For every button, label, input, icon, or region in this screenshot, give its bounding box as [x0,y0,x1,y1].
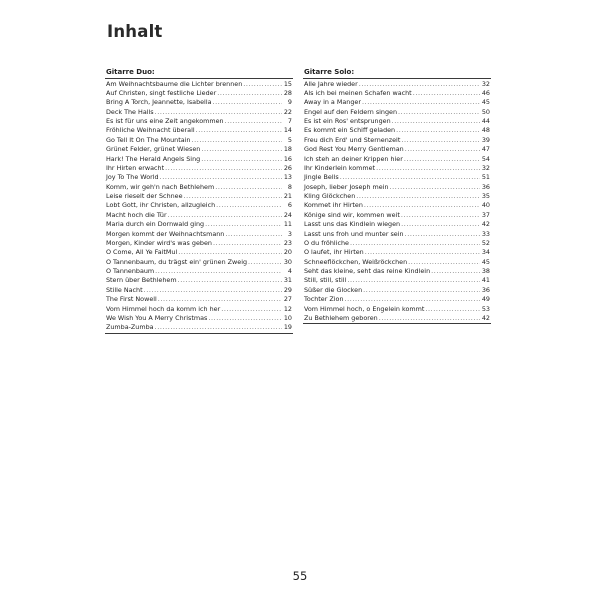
toc-entry-page: 8 [287,182,292,191]
toc-entry-title: Vom Himmel hoch, o Engelein kommt [304,304,425,313]
page-title: Inhalt [107,22,163,41]
toc-entry[interactable] [105,230,293,239]
toc-entry[interactable] [105,314,293,323]
toc-entry-title: Ihr Kinderlein kommet [304,163,376,172]
toc-entry[interactable] [303,230,491,239]
toc-entry[interactable] [105,136,293,145]
toc-entry[interactable] [303,201,491,210]
toc-entry-page: 33 [481,229,490,238]
dot-leader [178,276,282,285]
dot-leader [345,295,481,304]
toc-entry[interactable] [105,267,293,276]
toc-entry-page: 12 [283,304,292,313]
dot-leader [340,173,480,182]
dot-leader [401,220,480,229]
dot-leader [178,248,282,257]
toc-entry-page: 24 [283,210,292,219]
toc-entry-title: Tochter Zion [304,295,344,304]
toc-entry-page: 36 [481,285,490,294]
toc-entry-page: 20 [283,248,292,257]
toc-entry[interactable] [303,220,491,229]
dot-leader [168,211,282,220]
toc-entry[interactable] [303,295,491,304]
toc-entry-page: 32 [481,79,490,88]
toc-entry-title: We Wish You A Merry Christmas [106,313,208,322]
toc-entry[interactable] [105,248,293,257]
toc-entry-page: 30 [283,257,292,266]
toc-entry[interactable] [303,305,491,314]
toc-entry-title: Zu Bethlehem geboren [304,313,378,322]
toc-entry-title: Kommet ihr Hirten [304,201,363,210]
toc-entry-title: Alle Jahre wieder [304,79,358,88]
toc-entry-page: 29 [283,285,292,294]
toc-entry-title: Auf Christen, singt festliche Lieder [106,88,217,97]
toc-entry-title: Jingle Bells [304,173,339,182]
toc-entry-page: 15 [283,79,292,88]
toc-entry-page: 21 [283,192,292,200]
toc-entry[interactable] [303,89,491,98]
toc-entry[interactable] [303,211,491,220]
toc-entry-page: 48 [481,126,490,135]
toc-entry-page: 6 [287,201,292,210]
toc-entry-title: Lasst uns froh und munter sein [304,229,404,238]
toc-entry-page: 45 [481,98,490,107]
toc-entry-title: Schneeflöckchen, Weißröckchen [304,257,408,266]
toc-entry-title: Lasst uns das Kindlein wiegen [304,220,401,229]
toc-entry-title: Vom Himmel hoch da komm ich her [106,304,221,313]
toc-entry[interactable] [303,80,491,89]
toc-entry[interactable] [303,136,491,145]
dot-leader [405,145,480,154]
toc-entry-title: Es ist ein Ros' entsprungen [304,117,391,125]
dot-leader [405,230,480,239]
dot-leader [390,183,480,192]
dot-leader [392,117,480,126]
toc-list [303,80,491,325]
toc-entry-page: 34 [481,248,490,257]
dot-leader [243,80,282,89]
toc-entry-title: Freu dich Erd' und Sternenzelt [304,135,401,144]
dot-leader [225,230,282,239]
toc-entry[interactable] [303,98,491,107]
dot-leader [215,183,282,192]
toc-entry-title: Joseph, lieber Joseph mein [304,182,389,191]
toc-entry-page: 39 [481,135,490,144]
toc-entry-page: 41 [481,276,490,285]
toc-entry-title: Lobt Gott, ihr Christen, allzugleich [106,201,216,210]
toc-entry-page: 46 [481,88,490,97]
toc-entry-title: Es kommt ein Schiff geladen [304,126,396,135]
toc-entry[interactable] [105,276,293,285]
toc-entry[interactable] [105,126,293,135]
toc-entry-title: Als ich bei meinen Schafen wacht [304,88,412,97]
toc-entry-title: Joy To The World [106,173,159,182]
toc-entry[interactable] [303,117,491,126]
toc-entry-page: 13 [283,173,292,182]
gitarre-solo-column [303,68,491,324]
toc-entry[interactable] [105,239,293,248]
dot-leader [225,117,282,126]
dot-leader [404,155,480,164]
toc-entry-page: 53 [481,304,490,313]
toc-entry-page: 16 [283,154,292,163]
dot-leader [155,323,282,332]
toc-entry-title: Kling Glöckchen [304,192,356,200]
toc-entry[interactable] [105,98,293,107]
dot-leader [376,164,480,173]
toc-entry-title: Ich steh an deiner Krippen hier [304,154,403,163]
dot-leader [191,136,282,145]
toc-entry[interactable] [303,145,491,154]
toc-entry-page: 42 [481,313,490,322]
toc-entry-page: 38 [481,267,490,275]
toc-entry[interactable] [303,108,491,117]
toc-entry-title: Deck The Halls [106,107,154,116]
dot-leader [205,220,282,229]
toc-entry[interactable] [303,164,491,173]
toc-entry-title: Am Weihnachtsbaume die Lichter brennen [106,79,243,88]
toc-entry-page: 26 [283,163,292,172]
dot-leader [165,164,282,173]
toc-entry-page: 11 [283,220,292,229]
toc-entry-page: 37 [481,210,490,219]
toc-entry-page: 19 [283,323,292,332]
dot-leader [208,314,282,323]
toc-entry-title: Komm, wir geh'n nach Bethlehem [106,182,215,191]
dot-leader [347,276,480,285]
toc-entry-page: 31 [283,276,292,285]
dot-leader [362,98,480,107]
dot-leader [359,80,480,89]
toc-entry-title: Seht das kleine, seht das reine Kindlein [304,267,431,275]
toc-entry-title: Go Tell It On The Mountain [106,135,191,144]
toc-entry[interactable] [105,323,293,332]
toc-entry-page: 52 [481,238,490,247]
dot-leader [413,89,480,98]
toc-entry[interactable] [105,201,293,210]
toc-entry[interactable] [105,145,293,154]
toc-entry-title: Süßer die Glocken [304,285,363,294]
toc-entry[interactable] [105,183,293,192]
toc-entry[interactable] [105,211,293,220]
toc-entry-title: Fröhliche Weihnacht überall [106,126,195,135]
toc-entry-title: Hark! The Herald Angels Sing [106,154,201,163]
toc-entry[interactable] [303,126,491,135]
dot-leader [155,108,282,117]
toc-entry[interactable] [303,276,491,285]
toc-entry-title: O du fröhliche [304,238,349,247]
toc-entry[interactable] [105,108,293,117]
toc-entry-title: Leise rieselt der Schnee [106,192,183,200]
dot-leader [398,108,480,117]
toc-entry-page: 28 [283,88,292,97]
toc-entry[interactable] [105,192,293,201]
toc-entry-title: O laufet, ihr Hirten [304,248,364,257]
page-number: 55 [292,569,308,583]
dot-leader [144,286,282,295]
toc-entry-title: The First Nowell [106,295,157,304]
toc-entry[interactable] [303,155,491,164]
toc-entry-page: 27 [283,295,292,304]
toc-entry-page: 7 [287,117,292,125]
toc-entry-page: 35 [481,192,490,200]
toc-entry-page: 9 [287,98,292,107]
gitarre-duo-column [105,68,293,334]
toc-entry-title: Es ist für uns eine Zeit angekommen [106,117,224,125]
toc-entry[interactable] [303,173,491,182]
dot-leader [201,155,282,164]
toc-entry-page: 45 [481,257,490,266]
toc-entry-title: Morgen, Kinder wird's was geben [106,238,212,247]
toc-entry-page: 3 [287,229,292,238]
column-header: Gitarre Duo: [105,68,293,79]
toc-entry-page: 14 [283,126,292,135]
toc-entry-page: 42 [481,220,490,229]
dot-leader [365,248,480,257]
dot-leader [213,239,282,248]
dot-leader [158,295,282,304]
dot-leader [408,258,480,267]
toc-entry-title: Still, still, still [304,276,347,285]
toc-entry-page: 10 [283,313,292,322]
column-header: Gitarre Solo: [303,68,491,79]
dot-leader [356,192,480,201]
toc-entry-page: 32 [481,163,490,172]
toc-entry[interactable] [303,192,491,201]
toc-entry-page: 18 [283,145,292,154]
toc-entry-page: 4 [287,267,292,275]
dot-leader [155,267,282,276]
toc-entry-title: Engel auf den Feldern singen [304,107,398,116]
toc-entry-page: 50 [481,107,490,116]
toc-entry[interactable] [105,89,293,98]
dot-leader [363,286,480,295]
toc-entry-title: Away in a Manger [304,98,361,107]
toc-entry-page: 44 [481,117,490,125]
toc-entry[interactable] [303,314,491,323]
toc-entry-page: 36 [481,182,490,191]
dot-leader [350,239,480,248]
toc-entry-title: Stern über Bethlehem [106,276,177,285]
dot-leader [160,173,282,182]
toc-entry[interactable] [105,295,293,304]
toc-entry[interactable] [105,155,293,164]
toc-entry-title: Macht hoch die Tür [106,210,167,219]
toc-entry-title: O Tannenbaum, du trägst ein' grünen Zweig [106,257,248,266]
toc-entry[interactable] [303,239,491,248]
toc-entry[interactable] [303,248,491,257]
toc-entry[interactable] [105,220,293,229]
dot-leader [248,258,282,267]
toc-entry-title: Stille Nacht [106,285,143,294]
toc-entry[interactable] [303,258,491,267]
toc-entry[interactable] [105,117,293,126]
dot-leader [396,126,480,135]
toc-entry-page: 51 [481,173,490,182]
dot-leader [431,267,480,276]
toc-entry-page: 23 [283,238,292,247]
dot-leader [216,201,282,210]
toc-entry[interactable] [105,80,293,89]
toc-entry-page: 47 [481,145,490,154]
toc-entry-title: Grünet Felder, grünet Wiesen [106,145,201,154]
dot-leader [196,126,282,135]
dot-leader [201,145,282,154]
toc-entry-title: God Rest You Merry Gentleman [304,145,404,154]
toc-entry-page: 54 [481,154,490,163]
toc-entry-title: Ihr Hirten erwacht [106,163,165,172]
toc-entry-title: Bring A Torch, Jeannette, Isabella [106,98,212,107]
toc-entry-title: Könige sind wir, kommen weit [304,210,400,219]
toc-entry[interactable] [303,183,491,192]
dot-leader [217,89,282,98]
toc-entry[interactable] [105,258,293,267]
dot-leader [425,305,480,314]
toc-entry[interactable] [105,164,293,173]
dot-leader [401,211,480,220]
toc-entry-title: O Tannenbaum [106,267,155,275]
dot-leader [184,192,282,201]
toc-entry-title: Morgen kommt der Weihnachtsmann [106,229,225,238]
toc-entry-title: Zumba-Zumba [106,323,154,332]
toc-list [105,80,293,334]
toc-entry-page: 49 [481,295,490,304]
toc-entry-title: Maria durch ein Dornwald ging [106,220,205,229]
toc-entry[interactable] [303,267,491,276]
dot-leader [379,314,480,323]
dot-leader [221,305,282,314]
toc-entry-page: 40 [481,201,490,210]
toc-entry-page: 22 [283,107,292,116]
dot-leader [213,98,282,107]
toc-entry-page: 5 [287,135,292,144]
toc-entry[interactable] [303,286,491,295]
dot-leader [401,136,480,145]
toc-entry[interactable] [105,286,293,295]
toc-entry-title: O Come, All Ye FaitMul [106,248,178,257]
dot-leader [364,201,480,210]
toc-entry[interactable] [105,173,293,182]
toc-entry[interactable] [105,305,293,314]
